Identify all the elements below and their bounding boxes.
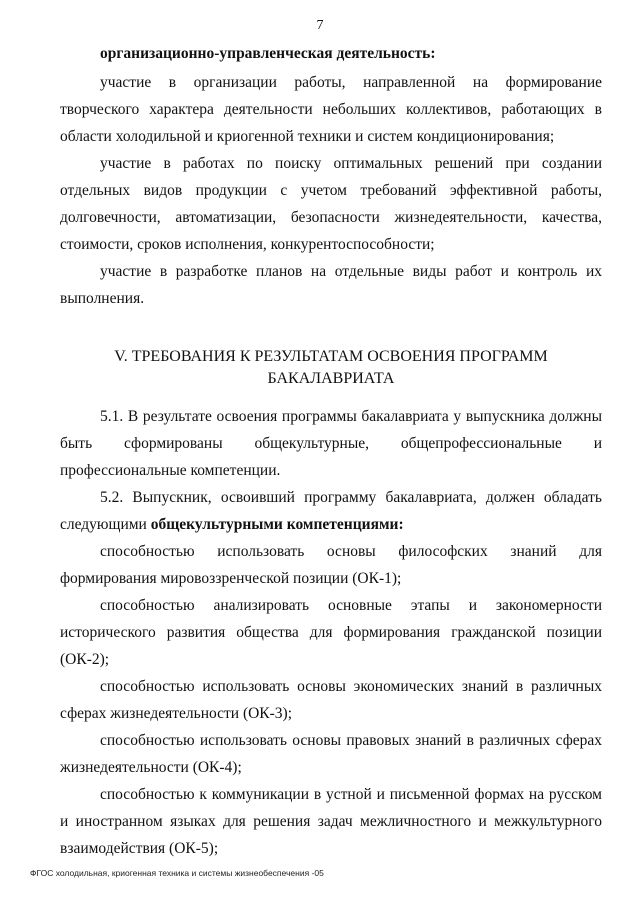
paragraph-5-1: 5.1. В результате освоения программы бакалавриата у выпускника должны быть сформированы общекультурные, общепрофессиональные и профессиональные компетенции. [60,408,602,479]
activity-item: участие в организации работы, направленной на формирование творческого характера деятельности небольших коллективов, работающих в области холодильной и криогенной техники и систем кондиционирования; [60,74,602,145]
section-title-line2: БАКАЛАВРИАТА [267,370,395,387]
paragraph-5-2-bold: общекультурными компетенциями: [150,516,404,533]
paragraph-5-2 [60,484,602,538]
activity-heading: организационно-управленческая деятельность: [100,45,436,62]
competency-item: способностью использовать основы правовых знаний в различных сферах жизнедеятельности (ОК-4); [60,732,602,776]
competency-item: способностью анализировать основные этапы и закономерности исторического развития общества для формирования гражданской позиции (ОК-2); [60,597,602,668]
page-footer: ФГОС холодильная, криогенная техника и системы жизнеобеспечения -05 [30,868,324,878]
paragraph-5-2-text: 5.2. Выпускник, освоивший программу бакалавриата, должен обладать следующими [60,489,602,533]
competency-item: способностью использовать основы философских знаний для формирования мировоззренческой позиции (ОК-1); [60,543,602,587]
section-title-line1: V. ТРЕБОВАНИЯ К РЕЗУЛЬТАТАМ ОСВОЕНИЯ ПРОГРАММ [114,348,548,365]
document-body [60,40,602,862]
activity-item: участие в разработке планов на отдельные виды работ и контроль их выполнения. [60,263,602,307]
competency-item: способностью к коммуникации в устной и письменной формах на русском и иностранном языках для решения задач межличностного и межкультурного взаимодействия (ОК-5); [60,786,602,857]
page-number: 7 [316,18,324,33]
section-heading [60,346,602,390]
activity-item: участие в работах по поиску оптимальных решений при создании отдельных видов продукции с учетом требований эффективной работы, долговечности, автоматизации, безопасности жизнедеятельности, качества, стоимости, сроков исполнения, конкурентоспособности; [60,155,602,253]
competency-item: способностью использовать основы экономических знаний в различных сферах жизнедеятельности (ОК-3); [60,678,602,722]
